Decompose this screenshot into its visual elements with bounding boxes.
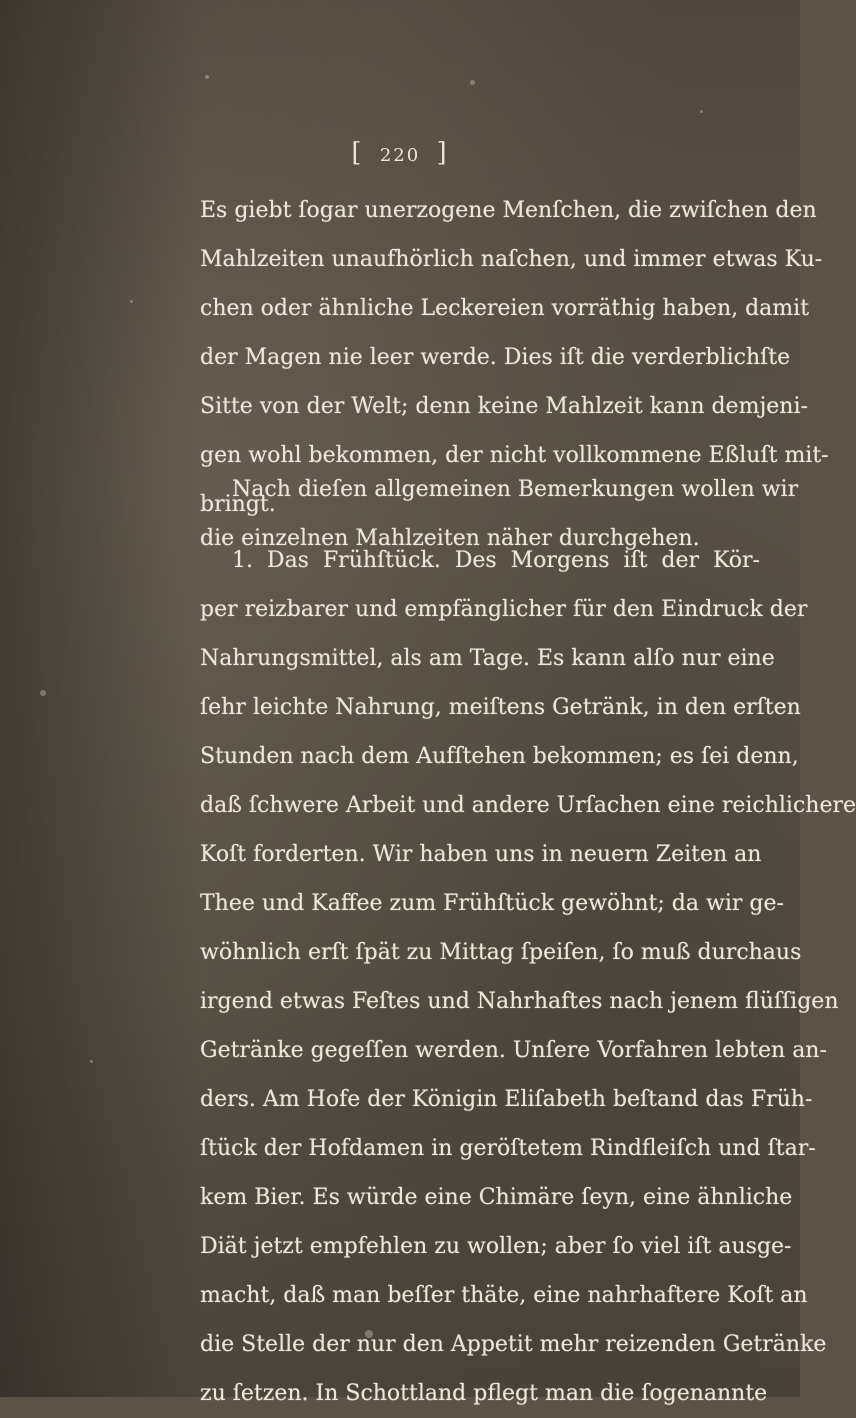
page-header [0, 138, 800, 168]
text-line: chen oder ähnliche Leckereien vorräthig haben, damit [200, 296, 810, 321]
text-line: kem Bier. Es würde eine Chimäre ſeyn, eine ähnliche [200, 1185, 793, 1210]
text-line: Sitte von der Welt; denn keine Mahlzeit kann demjeni- [200, 394, 808, 419]
paper-speck [205, 75, 209, 79]
text-line: gen wohl bekommen, der nicht vollkommene Eßluſt mit- [200, 443, 829, 468]
text-line: Nach dieſen allgemeinen Bemerkungen wollen wir [232, 477, 799, 502]
text-line: bringt. [200, 492, 276, 517]
text-line: zu ſetzen. In Schottland pflegt man die ſogenannte [200, 1381, 768, 1406]
text-line: der Magen nie leer werde. Dies iſt die verderblichſte [200, 345, 791, 370]
text-line: wöhnlich erſt ſpät zu Mittag ſpeiſen, ſo muß durchaus [200, 940, 802, 965]
text-line: die einzelnen Mahlzeiten näher durchgehen. [200, 526, 700, 551]
text-line: Diät jetzt empfehlen zu wollen; aber ſo viel iſt ausge- [200, 1234, 792, 1259]
text-line: Stunden nach dem Aufſtehen bekommen; es ſei denn, [200, 744, 799, 769]
text-line: per reizbarer und empfänglicher für den Eindruck der [200, 597, 808, 622]
text-line: Getränke gegeſſen werden. Unſere Vorfahren lebten an- [200, 1038, 827, 1063]
paragraph-3 [200, 536, 856, 1418]
text-line: Es giebt ſogar unerzogene Menſchen, die zwiſchen den [200, 198, 817, 223]
text-line: macht, daß man beſſer thäte, eine nahrhaftere Koſt an [200, 1283, 808, 1308]
paper-speck [40, 690, 46, 696]
text-line: Mahlzeiten unaufhörlich naſchen, und immer etwas Ku- [200, 247, 823, 272]
text-line: Nahrungsmittel, als am Tage. Es kann alſo nur eine [200, 646, 775, 671]
text-line: irgend etwas Feſtes und Nahrhaftes nach jenem flüſſigen [200, 989, 839, 1014]
text-line: Thee und Kaffee zum Frühſtück gewöhnt; da wir ge- [200, 891, 784, 916]
paper-speck [130, 300, 133, 303]
page-number: 220 [379, 145, 421, 166]
bracket-close: ] [436, 138, 449, 168]
text-line: ders. Am Hofe der Königin Eliſabeth beſtand das Früh- [200, 1087, 813, 1112]
bracket-open: [ [351, 138, 364, 168]
paper-speck [90, 1060, 93, 1063]
page-edge-shadow [0, 0, 200, 1397]
paper-speck [470, 80, 475, 85]
text-line: daß ſchwere Arbeit und andere Urſachen eine reichlichere [200, 793, 856, 818]
text-line: 1. Das Frühſtück. Des Morgens iſt der Kör- [232, 548, 760, 573]
text-line: Koſt forderten. Wir haben uns in neuern Zeiten an [200, 842, 762, 867]
text-line: ſtück der Hofdamen in geröſtetem Rindfleiſch und ſtar- [200, 1136, 816, 1161]
paper-speck [700, 110, 703, 113]
text-line: ſehr leichte Nahrung, meiſtens Getränk, in den erſten [200, 695, 801, 720]
text-line: die Stelle der nur den Appetit mehr reizenden Getränke [200, 1332, 827, 1357]
